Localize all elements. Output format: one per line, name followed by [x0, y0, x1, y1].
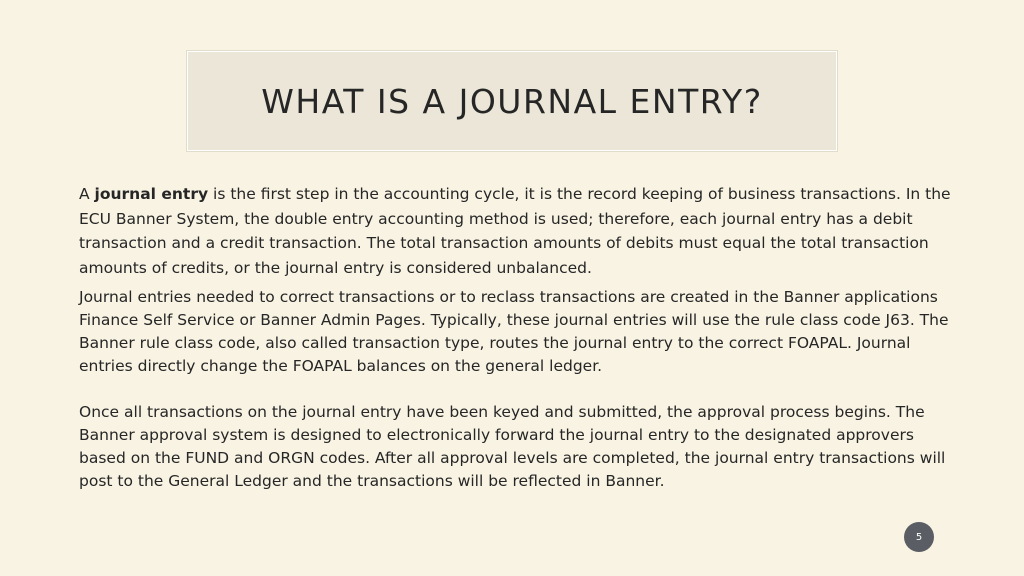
page-number-badge: 5	[904, 522, 934, 552]
slide-body	[79, 182, 959, 493]
paragraph-corrections: Journal entries needed to correct transactions or to reclass transactions are created in the Banner applications Finance Self Service or Banner Admin Pages. Typically, these journal entries will use the rule class code J63. The Banner rule class code, also called transaction type, routes the journal entry to the correct FOAPAL. Journal entries directly change the FOAPAL balances on the general ledger.	[79, 288, 949, 375]
term-journal-entry: journal entry	[94, 185, 209, 203]
paragraph-rest: is the first step in the accounting cycle, it is the record keeping of business transactions. In the ECU Banner System, the double entry accounting method is used; therefore, each journal entry has a debit transaction and a credit transaction. The total transaction amounts of debits must equal the total transaction amounts of credits, or the journal entry is considered unbalanced.	[79, 185, 951, 277]
paragraph-approval: Once all transactions on the journal entry have been keyed and submitted, the approval process begins. The Banner approval system is designed to electronically forward the journal entry to the designated approvers based on the FUND and ORGN codes. After all approval levels are completed, the journal entry transactions will post to the General Ledger and the transactions will be reflected in Banner.	[79, 403, 946, 490]
paragraph-definition	[79, 182, 959, 280]
paragraph-lead: A	[79, 185, 95, 203]
slide-title: WHAT IS A JOURNAL ENTRY?	[261, 81, 763, 121]
title-box	[187, 51, 837, 151]
